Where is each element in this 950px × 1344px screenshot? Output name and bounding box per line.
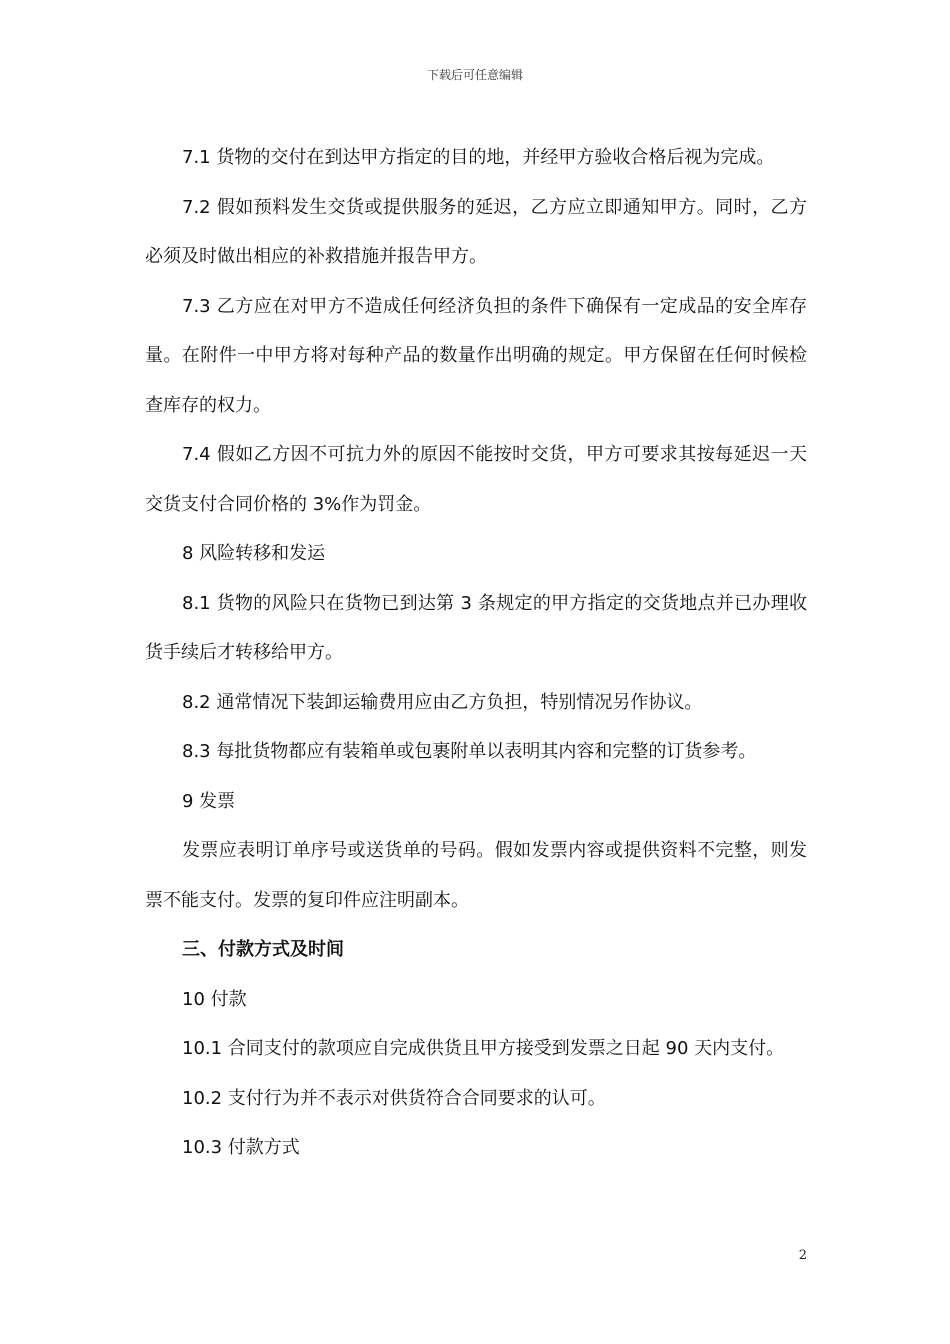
paragraph-10-2: 10.2 支付行为并不表示对供货符合合同要求的认可。 xyxy=(182,1087,606,1109)
section-heading-10: 10 付款 xyxy=(182,988,247,1010)
paragraph-8-1: 8.1 货物的风险只在货物已到达第 3 条规定的甲方指定的交货地点并已办理收货手续后才转移给甲方。 xyxy=(145,592,807,663)
paragraph-9-invoice: 发票应表明订单序号或送货单的号码。假如发票内容或提供资料不完整，则发票不能支付。发票的复印件应注明副本。 xyxy=(145,840,807,911)
section-heading-9: 9 发票 xyxy=(182,790,236,812)
header-note: 下载后可任意编辑 xyxy=(426,68,523,82)
paragraph-10-3: 10.3 付款方式 xyxy=(182,1137,300,1158)
paragraph-7-2: 7.2 假如预料发生交货或提供服务的延迟，乙方应立即通知甲方。同时，乙方必须及时做出相应的补救措施并报告甲方。 xyxy=(145,196,807,267)
paragraph-7-3: 7.3 乙方应在对甲方不造成任何经济负担的条件下确保有一定成品的安全库存量。在附件一中甲方将对每种产品的数量作出明确的规定。甲方保留在任何时候检查库存的权力。 xyxy=(145,295,807,416)
chapter-heading-payment: 三、付款方式及时间 xyxy=(182,939,344,960)
paragraph-10-1: 10.1 合同支付的款项应自完成供货且甲方接受到发票之日起 90 天内支付。 xyxy=(182,1038,785,1059)
paragraph-8-2: 8.2 通常情况下装卸运输费用应由乙方负担，特别情况另作协议。 xyxy=(182,691,703,713)
paragraph-7-1: 7.1 货物的交付在到达甲方指定的目的地，并经甲方验收合格后视为完成。 xyxy=(182,147,775,168)
paragraph-7-4: 7.4 假如乙方因不可抗力外的原因不能按时交货，甲方可要求其按每延迟一天交货支付合同价格的 3%作为罚金。 xyxy=(145,444,807,515)
document-body xyxy=(145,133,807,1173)
page-number: 2 xyxy=(798,1248,807,1263)
paragraph-8-3: 8.3 每批货物都应有装箱单或包裹附单以表明其内容和完整的订货参考。 xyxy=(182,741,757,762)
section-heading-8: 8 风险转移和发运 xyxy=(182,543,326,564)
